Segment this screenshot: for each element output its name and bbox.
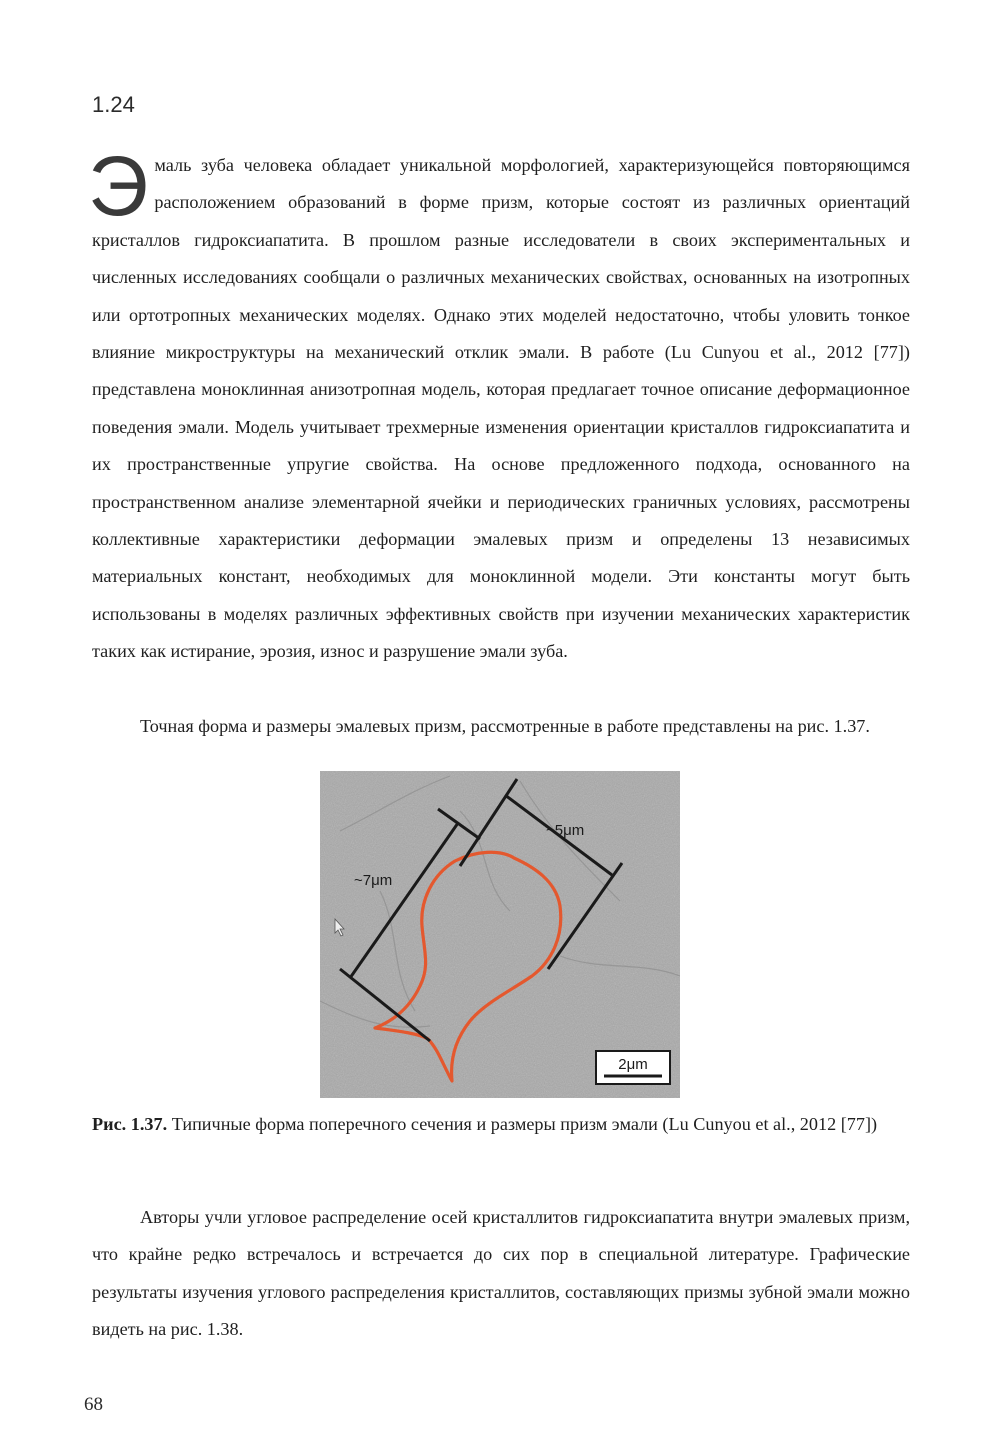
caption-label: Рис. 1.37. — [92, 1114, 168, 1134]
micrograph-image — [320, 771, 680, 1098]
paragraph-intro-text: маль зуба человека обладает уникальной морфологией, характеризующейся повторяющимся расположением образований в форме призм, которые состоят из различных ориентаций кристаллов гидроксиапатита. В прошлом разные исследователи в своих экспериментальных и численных исследованиях сообщали о различных механических свойствах, основанных на изотропных или ортотропных механических моделях. Однако этих моделей недостаточно, чтобы уловить тонкое влияние микроструктуры на механический отклик эмали. В работе (Lu Cunyou et al., 2012 [77]) представлена моноклинная анизотропная модель, которая предлагает точное описание деформационное поведения эмали. Модель учитывает трехмерные изменения ориентации кристаллов гидроксиапатита и их пространственные упругие свойства. На основе предложенного подхода, основанного на пространственном анализе элементарной ячейки и периодических граничных условиях, рассмотрены коллективные характеристики деформации эмалевых призм и определены 13 независимых материальных констант, необходимых для моноклинной модели. Эти константы могут быть использованы в моделях различных эффективных свойств при изучении механических характеристик таких как истирание, эрозия, износ и разрушение эмали зуба. — [92, 155, 910, 662]
caption-text: Типичные форма поперечного сечения и размеры призм эмали (Lu Cunyou et al., 2012 [77]) — [167, 1114, 878, 1134]
width-label: ~5μm — [546, 822, 585, 839]
section-number: 1.24 — [92, 92, 135, 117]
scale-bar-label: 2μm — [618, 1056, 648, 1073]
length-label: ~7μm — [354, 872, 393, 889]
drop-cap: Э — [88, 139, 149, 233]
figure-caption — [92, 1106, 910, 1143]
paragraph-figure-reference: Точная форма и размеры эмалевых призм, рассмотренные в работе представлены на рис. 1.37. — [140, 716, 870, 736]
figure-enamel-prism — [320, 771, 680, 1098]
paragraph-angular-distribution: Авторы учли угловое распределение осей кристаллитов гидроксиапатита внутри эмалевых призм, что крайне редко встречалось и встречается до сих пор в специальной литературе. Графические результаты изучения углового распределения кристаллитов, составляющих призмы зубной эмали можно видеть на рис. 1.38. — [92, 1207, 910, 1340]
paragraph-intro — [88, 139, 910, 671]
page-number: 68 — [84, 1394, 103, 1415]
micrograph-background — [320, 771, 680, 1098]
